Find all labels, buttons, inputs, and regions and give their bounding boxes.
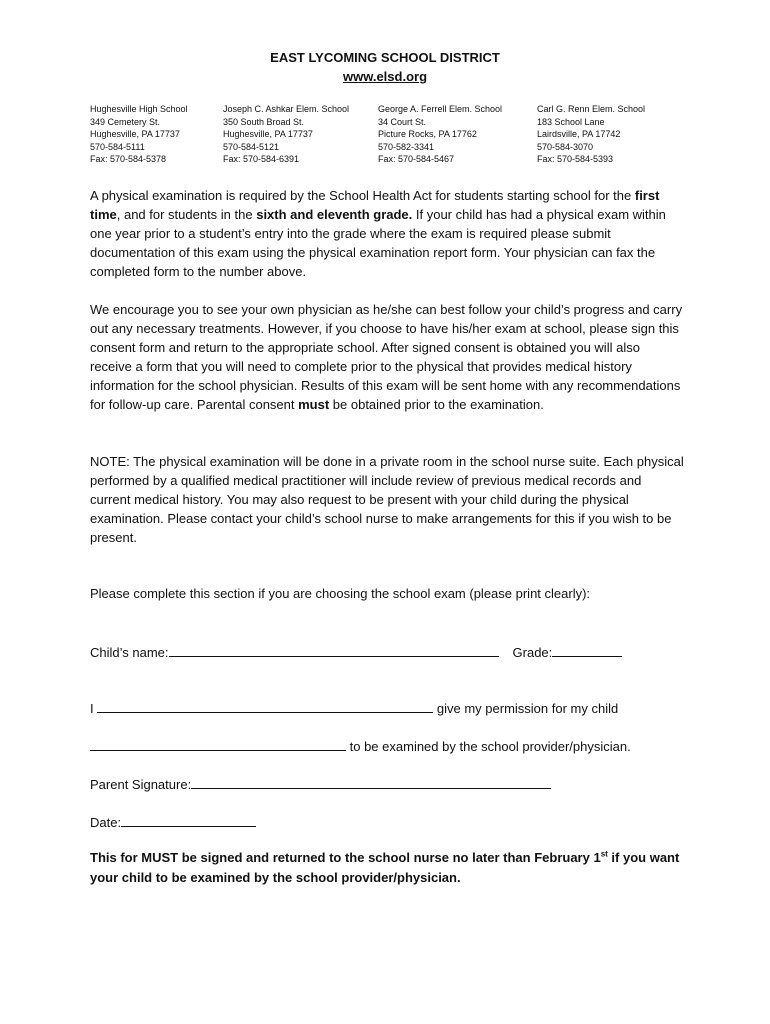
superscript: st [600,849,608,859]
school-street: 350 South Broad St. [223,116,305,127]
paragraph-encouragement [90,300,684,414]
grade-label: Grade: [512,645,553,660]
grade-field[interactable] [552,642,622,657]
parent-name-field[interactable] [97,698,433,713]
school-block [223,103,349,166]
school-city: Picture Rocks, PA 17762 [378,129,477,139]
text-run: We encourage you to see your own physician as he/she can best follow your child’s progress and carry out any necessary treatments. However, if you choose to have his/her exam at school, please sign this consent form and return to the appropriate school. After signed consent is obtained you will also receive a form that you will need to complete prior to the physical that provides medical history information for the school physician. Results of this exam will be sent home with any recommendations for follow-up care. Parental consent [90,302,683,412]
district-title: EAST LYCOMING SCHOOL DISTRICT [270,50,500,65]
district-url-link[interactable]: www.elsd.org [342,69,428,84]
school-name: Hughesville High School [90,104,188,114]
text-run: This for MUST be signed and returned to the school nurse no later than February 1 [90,850,601,865]
school-phone: 570-584-5111 [90,141,145,152]
text-bold: must [298,397,330,412]
form-intro: Please complete this section if you are choosing the school exam (please print clearly): [90,586,591,601]
parent-signature-row [90,774,551,794]
child-permission-name-field[interactable] [90,736,346,751]
text-bold: first time [90,188,660,222]
examined-text: to be examined by the school provider/physician. [349,739,631,754]
parent-signature-label: Parent Signature: [90,777,192,792]
note-text: NOTE: The physical examination will be done in a private room in the school nurse suite. Each physical performed by a qualified medical practitioner will include review of previous medical records and current medical history. You may also request to be present with your child during the physical examination. Please contact your child’s school nurse to make arrangements for this if you wish to be present. [90,454,684,545]
text-run: be obtained prior to the examination. [329,397,544,412]
school-fax: Fax: 570-584-6391 [223,154,300,164]
school-phone: 570-584-5121 [223,141,280,152]
date-label: Date: [90,815,122,830]
child-name-field[interactable] [169,642,499,657]
child-name-label: Child’s name: [90,645,169,660]
deadline-note [90,848,684,888]
child-examined-row [90,736,631,756]
school-fax: Fax: 570-584-5467 [378,154,455,164]
school-name: Joseph C. Ashkar Elem. School [223,104,350,114]
school-street: 183 School Lane [537,116,605,127]
text-run: If your child has had a physical exam within one year prior to a student’s entry into the grade where the exam is required please submit documentation of this exam using the physical examination report form. Your physician can fax the completed form to the number above. [90,207,666,279]
school-city: Hughesville, PA 17737 [90,129,180,139]
date-field[interactable] [121,812,256,827]
permission-row [90,698,618,718]
school-block [537,103,645,166]
school-name: George A. Ferrell Elem. School [378,104,503,114]
school-block [378,103,502,166]
school-city: Hughesville, PA 17737 [223,129,313,139]
school-name: Carl G. Renn Elem. School [537,104,646,114]
paragraph-note [90,452,684,547]
letterhead [0,48,770,86]
school-phone: 570-582-3341 [378,141,435,152]
school-block [90,103,188,166]
school-fax: Fax: 570-584-5378 [90,154,167,164]
parent-signature-field[interactable] [191,774,551,789]
permission-text: give my permission for my child [436,701,619,716]
school-fax: Fax: 570-584-5393 [537,154,614,164]
i-label: I [90,701,94,716]
school-phone: 570-584-3070 [537,141,594,152]
text-run: , and for students in the [116,207,257,222]
date-row [90,812,256,832]
child-name-row [90,642,622,662]
paragraph-requirement [90,186,684,281]
text-bold: sixth and eleventh grade. [256,207,413,222]
text-run: if you want your child to be examined by the school provider/physician. [90,850,680,885]
school-city: Lairdsville, PA 17742 [537,129,621,139]
school-street: 349 Cemetery St. [90,116,161,127]
text-run: A physical examination is required by the School Health Act for students starting school for the [90,188,635,203]
school-street: 34 Court St. [378,116,427,127]
